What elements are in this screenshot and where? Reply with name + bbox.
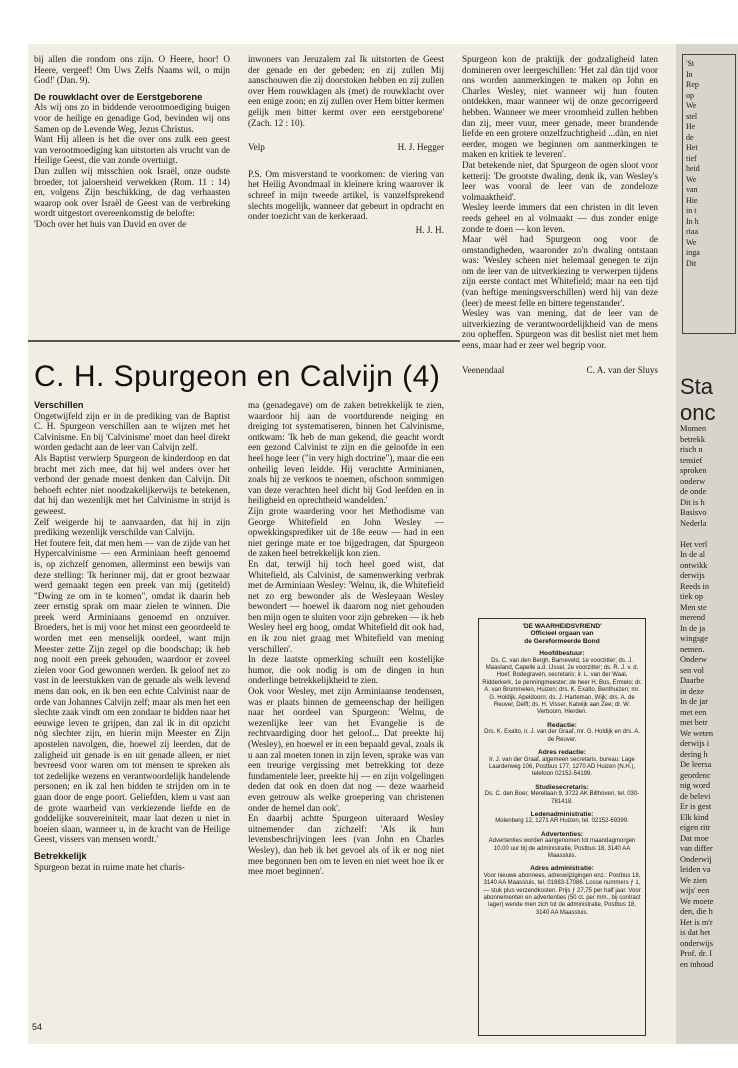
text-fragment: ontwikk [680, 560, 708, 570]
text-fragment: We [686, 174, 697, 184]
colophon-text: Ds. C. den Boer, Merellaan 9, 3722 AK Bilthoven, tel. 030-781418. [484, 791, 640, 805]
text-fragment: Reeds in [680, 581, 710, 591]
text-fragment: In de al [680, 550, 706, 559]
colophon-text: Molenberg 12, 1271 AR Huizen, tel. 02152-69399. [495, 818, 629, 825]
adjacent-page [676, 44, 738, 1044]
paragraph: 'Doch over het huis van David en over de [34, 218, 187, 229]
paragraph: Dat betekende niet, dat Spurgeon de ogen sloot voor ketterij: 'De grootste dwaling, denk ik, van Wesley's leer was vooral de leer van de zondeloze volmaaktheid'. [462, 159, 658, 202]
text-fragment: Dit is h [680, 497, 705, 507]
text-fragment: is dat het [680, 928, 711, 937]
article-column-2 [248, 400, 444, 877]
paragraph: Zijn grote waardering voor het Methodisme van George Whitefield en John Wesley — opwekkingsprediker uit de 18e eeuw — had in een niet geringe mate er toe bijgedragen, dat Spurgeon de zaken heel betrekkelijk kon zien. [248, 505, 444, 559]
divider [28, 340, 460, 342]
text-fragment: In de ja [680, 623, 706, 633]
text-fragment: merend [680, 613, 706, 622]
text-fragment: tief [686, 153, 697, 163]
text-fragment: met een [680, 707, 707, 717]
text-fragment: tensief [680, 455, 703, 465]
text-fragment: riaa [686, 227, 698, 236]
paragraph: Als Baptist verwierp Spurgeon de kinderdoop en dat bracht met zich mee, dat hij wel anders over het verbond der genade moest denken dan Calvijn. Dit behoeft echter niet noodzakelijkerwijs te betekenen, dat hij dan wezenlijk met het Calvinisme in strijd is geweest. [34, 452, 230, 516]
text-fragment: van differ [680, 844, 713, 853]
text-fragment: Men ste [680, 602, 707, 612]
text-fragment: He [686, 122, 696, 131]
text-fragment: onderw [680, 476, 706, 486]
text-fragment: Dit [686, 258, 697, 268]
text-fragment: sen vol [680, 665, 704, 675]
paragraph: Als wij ons zo in biddende verootmoediging buigen voor de heilige en genadige God, bevinden wij ons Samen op de Levende Weg, Jezus Christus. [34, 102, 230, 134]
text-fragment: nemen. [680, 644, 705, 654]
text-fragment: In [686, 69, 693, 79]
colophon-heading: Studiesecretaris: [535, 783, 589, 791]
colophon-text: Advertenties worden aangenomen tot maandagmorgen 10.00 uur bij de administratie, Postbus 18, 3140 AA Maassluis. [488, 838, 636, 859]
publication-name: 'DE WAARHEIDSVRIEND' [522, 623, 602, 630]
article-column-1 [34, 400, 230, 872]
paragraph: Spurgeon bezat in ruime mate het charis- [34, 861, 185, 872]
text-fragment: en inhoud [680, 959, 714, 969]
text-fragment: derwijs i [680, 739, 710, 748]
section-heading: Verschillen [34, 399, 84, 410]
adjacent-page-text [680, 424, 736, 970]
paragraph: Spurgeon kon de praktijk der godzaligheid laten domineren over leergeschillen: 'Het zal dàn tijd voor ons worden aanmerkingen te maken op John en Charles Wesley, niet wanneer wij hun fouten ontdekken, maar wanneer wij de onze gecorrigeerd hebben. Wanneer we meer vroomheid zullen hebben dan zij, meer vuur, meer genade, meer brandende liefde en een grotere onzelfzuchtigheid ...dàn, en niet eerder, mogen we beginnen om aanmerkingen te maken en kritiek te leveren'. [462, 54, 658, 160]
colophon-heading: Adres redactie: [537, 749, 586, 757]
headline-fragment: Sta [680, 374, 714, 399]
text-fragment: In h [686, 216, 699, 226]
colophon-heading: Advertenties: [540, 830, 584, 838]
colophon-heading: Redactie: [547, 721, 577, 729]
text-fragment: eigen ritr [680, 823, 711, 832]
postscript: P.S. Om misverstand te voorkomen: de viering van het Heilig Avondmaal in kleinere kring waarover ik schreef in mijn tweede artikel, is vanzelfsprekend slechts mogelijk, wanneer dat gebeurt in opdracht en onder toezicht van de kerkeraad. [248, 168, 444, 222]
text-fragment: Hie [686, 195, 698, 205]
text-fragment: betrekk [680, 434, 706, 444]
top-column-1 [34, 54, 230, 230]
paragraph: Ook voor Wesley, met zijn Arminiaanse tendensen, was er plaats binnen de gemeenschap der heiligen naar het oordeel van Spurgeon: 'Welnu, de wezenlijke leer van het Evangelie is de rechtvaardiging door het geloof... Dat preekte hij (Wesley), en hoewel er in een bepaald geval, zoals ik u aan zal moeten tonen in zijn leven, sprake was van een treurige vergissing met betrekking tot deze fundamentele leer, preekte hij — en zijn volgelingen deden dat ook en doen dat nog — deze waarheid even getrouw als welke groepering van christenen onder de hemel dan ook'. [248, 686, 444, 813]
paragraph: bij allen die rondom ons zijn. O Heere, hoor! O Heere, vergeef! Om Uws Zelfs Naams wil, o mijn God!' (Dan. 9). [34, 54, 230, 86]
article-title: C. H. Spurgeon en Calvijn (4) [34, 360, 441, 393]
text-fragment: Daarbe [680, 676, 705, 685]
text-fragment: leiden va [680, 865, 711, 874]
text-fragment: De leersa [680, 760, 712, 769]
text-fragment: Basisvo [680, 508, 707, 517]
paragraph: Maar wèl had Spurgeon oog voor de omstandigheden, waaronder zo'n dwaling ontstaan was: 'Wesley scheen niet helemaal genegen te zijn om de leer van de uitverkiezing te verwerpen tijdens zijn eerste contact met Whitefield; maar na een tijd (van heftige meningsverschillen) werd hij van deze (leer) de meest felle en bittere tegenstander'. [462, 234, 658, 308]
paragraph: En daarbij achtte Spurgeon uiteraard Wesley uitnemender dan zichzelf: 'Als ik hun levensbeschrijvingen lees (van John en Charles Wesley), dan heb ik het gevoel als of ik er nog niet mee begonnen ben om te leven en niet weet hoe ik er mee moet beginnen'. [248, 813, 444, 877]
publication-subtitle: Officieel orgaan van [530, 630, 594, 638]
signature-line [248, 142, 444, 153]
text-fragment: de onde [680, 487, 707, 496]
text-fragment: de [686, 132, 694, 142]
adjacent-page-box [682, 54, 736, 334]
text-fragment: sproken [680, 466, 707, 475]
top-column-2 [248, 54, 444, 235]
text-fragment: in t [686, 206, 697, 215]
text-fragment: Elk kind [680, 812, 709, 822]
text-fragment: van [686, 185, 698, 194]
text-fragment: 'St [686, 59, 695, 68]
author: H. J. Hegger [397, 142, 444, 153]
text-fragment: risch n [680, 445, 703, 454]
paragraph: Ongetwijfeld zijn er in de prediking van de Baptist C. H. Spurgeon verschillen aan te wijzen met het Calvinisme. En bij 'Calvinisme' moet dan heel direkt worden gedacht aan de leer van Calvijn zelf. [34, 410, 230, 453]
newspaper-page [28, 44, 676, 1044]
text-fragment: inga [686, 248, 700, 257]
colophon-heading: Adres administratie: [530, 865, 594, 873]
text-fragment: Het verl [680, 539, 708, 549]
text-fragment: Onderwij [680, 854, 712, 864]
initials: H. J. H. [415, 224, 444, 235]
section-heading: Betrekkelijk [34, 849, 87, 861]
text-fragment: op [686, 90, 694, 100]
signature-line [462, 365, 658, 376]
text-fragment: Nederla [680, 518, 707, 528]
page-number: 54 [32, 1022, 43, 1032]
text-fragment: Het is m'r [680, 917, 713, 927]
text-fragment: wijs' een [680, 886, 710, 895]
text-fragment: wingsge [680, 634, 708, 643]
colophon-heading: Ledenadministratie: [530, 810, 594, 818]
text-fragment: nig word [680, 781, 711, 790]
text-fragment: In de jar [680, 697, 708, 706]
paragraph: Het foutere feit, dat men hem — van de zijde van het Hypercalvinisme — een Arminiaan heeft genoemd is, op zichzelf genomen, allerminst een bewijs van deze stelling: 'Ik herinner mij, dat er groot bezwaar werd gemaakt tegen een preek van mij (getiteld) "Dwing ze om in te komen", omdat ik daarin heb zeer ernstig sprak om maar zielen te winnen. Die preek werd Arminiaans genoemd en onzuiver. Broeders, het is mij voor het minst een geoordeeld te worden met een menselijk oordeel, want mijn Meester zette Zijn zegel op die boodschap; ik heb nog nooit een preek gehouden, waardoor er zoveel zielen voor God gewonnen werden. Ik geloof net zo vast in de leerstukken van de genade als welk levend mens dan ook, en ik ben een echte Calvinist naar de orde van Johannes Calvijn zelf; maar als men het een slechte zaak vindt om een zondaar te bidden naar het eeuwige leven te grijpen, dan zal ik in dit opzicht nòg slechter zijn, en hierin mijn Meester en Zijn apostelen navolgen, die, hoewel zij leerden, dat de zaligheid uit genade is en uit genade alleen, er niet bevreesd voor waren om tot mensen te spreken als tot zedelijke wezens en verantwoordelijk handelende personen; en ik zal hen bidden te strijden om in te gaan door de enge poort. Geliefden, klem u vast aan de grote waarheid van verkiezende liefde en de goddelijke souvereiniteit, maar laat dezen u niet in boeien slaan, wanneer u, in de kracht van de Heilige Geest, vissers van mensen wordt.' [34, 537, 230, 845]
place: Veenendaal [462, 364, 505, 375]
text-fragment: Momen [680, 424, 707, 433]
text-fragment: dering h [680, 749, 708, 759]
text-fragment: Onderw [680, 655, 707, 664]
colophon-text: Ds. C. van den Bergh, Barneveld, 1e voorzitter; ds. J. Maasland, Capelle a.d. IJssel, 2e voorzitter; ds. R. J. v. d. Hoef, Bodegraven, secretaris; ir. L. van der Waal, Ridderkerk, 1e penningmeester; de heer H. Bos, Ermelo; dr. A. van Brummelen, Huizen; drs. K. Exalto, Benthuizen; mr. G. Holdijk, Apeldoorn; ds. J. Harteman, Wijk; drs. A. de Reuver, Delft; ds. H. Visser, Katwijk aan Zee; dr. W. Verboom, Hierden. [482, 657, 642, 716]
colophon-text: Ir. J. van der Graaf, algemeen secretaris, bureau: Lage Laarderweg 106, Postbus 177, 1270 AD Huizen (N.H.), telefoon 02152-54199. [488, 756, 636, 778]
headline-fragment: onc [680, 400, 716, 425]
publication-subtitle: de Gereformeerde Bond [524, 637, 600, 645]
text-fragment: Rep [686, 80, 699, 89]
colophon-box [478, 618, 646, 1036]
colophon-text: Drs. K. Exalto, ir. J. van der Graaf, mr. G. Holdijk en drs. A. de Reuver. [484, 729, 640, 743]
paragraph: Dan zullen wij misschien ook Israël, onze oudste broeder, tot jaloersheid verwekken (Rom. 11 : 14) en, volgens Zijn beschikking, de dag verhaasten waarop ook over Israël de Geest van de verbreking wordt uitgestort overeenkomstig de belofte: [34, 165, 230, 219]
text-fragment: den, die h [680, 907, 713, 916]
author: C. A. van der Sluys [586, 364, 658, 375]
text-fragment: We [686, 237, 697, 247]
text-fragment: Er is gest [680, 802, 712, 811]
text-fragment: tiek op [680, 592, 704, 601]
paragraph: Want Hij alleen is het die over ons zulk een geest van verootmoediging kan uitstorten als vrucht van de Heilige Geest, die van zonde overtuigt. [34, 134, 230, 166]
text-fragment: geordenc [680, 770, 711, 780]
paragraph: En dat, terwijl hij toch heel goed wist, dat Whitefield, als Calvinist, de samenwerking verbrak met de Arminiaan Wesley: 'Welnu, ik, die Whitefield net zo erg bewonder als de Wesleyaan Wesley bewondert — hoewel ik daarom nog niet gehouden ben mijn ogen te sluiten voor zijn gebreken — ik heb Wesley heel erg hoog, omdat Whitefield dit ook had, en ik zou niet graag met Whitefield van mening verschillen'. [248, 558, 444, 654]
paragraph: inwoners van Jeruzalem zal Ik uitstorten de Geest der genade en der gebeden; en zij zullen Mij aanschouwen die zij doorstoken hebben en zij zullen over Hem rouwklagen als (met) de rouwklacht over een enige zoon; en zij zullen over Hem bitter kermen gelijk men bitter kermt over een eerstgeborene' (Zach. 12 : 10). [248, 54, 444, 128]
text-fragment: Dat moe [680, 833, 709, 843]
colophon-text: Voor nieuwe abonnees, adreswijzigingen enz.: Postbus 18, 3140 AA Maassluis, tel. 01883-17086. Losse nummers ƒ 1,— stuk plus verzendkosten. Prijs ƒ 27,75 per half jaar. Voor abonnementen en advertenties (50 ct. per mm., bij contract lager) wende men zich tot de administratie, Postbus 18, 3140 AA Maassluis. [483, 872, 641, 916]
text-fragment: stel [686, 111, 698, 121]
text-fragment: We moete [680, 896, 714, 906]
place: Velp [248, 142, 265, 153]
text-fragment: We [686, 101, 697, 110]
text-fragment: onderwijs [680, 938, 714, 948]
text-fragment: met betr [680, 718, 708, 727]
paragraph: ma (genadegave) om de zaken betrekkelijk te zien, waardoor hij aan de voortdurende neiging en dreiging tot systematiseren, binnen het Calvinisme, ontkwam: 'Ik heb de man gekend, die geacht wordt een gezond Calvinist te zijn en die geloofde in een heel hoge leer ("in very high doctrine"), maar die een onheilig leven leidde. Hij verachtte Arminianen, zoals hij ze verkoos te noemen, ofschoon sommigen van deze verachten heel dicht bij God leefden en in heiligheid en oprechtheid wandelden.' [248, 400, 444, 506]
text-fragment: We zien [680, 875, 707, 885]
text-fragment: heid [686, 164, 700, 173]
text-fragment: Het [686, 143, 698, 152]
text-fragment [680, 529, 736, 540]
colophon-heading: Hoofdbestuur: [539, 650, 585, 658]
text-fragment: Prof. dr. I [680, 949, 713, 958]
paragraph: In deze laatste opmerking schuilt een kostelijke humor, die ook nodig is om de dingen in hun onderlinge betrekkelijkheid te zien. [248, 654, 444, 686]
text-fragment: We weten [680, 728, 714, 738]
text-fragment: in deze [680, 686, 704, 696]
adjacent-page-headline [680, 374, 715, 426]
text-fragment: de belevi [680, 791, 711, 801]
paragraph: Wesley was van mening, dat de leer van de uitverkiezing de verantwoordelijkheid van de mens zou opheffen. Spurgeon was dit beslist niet met hem eens, maar had er zeer wel begrip voor. [462, 308, 658, 351]
paragraph: Zelf weigerde hij te aanvaarden, dat hij in zijn prediking wezenlijk verschilde van Calvijn. [34, 516, 230, 538]
article-column-3 [462, 54, 658, 375]
section-heading: De rouwklacht over de Eerstgeborene [34, 90, 203, 102]
text-fragment: derwijs [680, 571, 705, 580]
paragraph: Wesley leerde immers dat een christen in dit leven reeds geheel en al volmaakt — dus zonder enige zonde te doen — kon leven. [462, 202, 658, 234]
